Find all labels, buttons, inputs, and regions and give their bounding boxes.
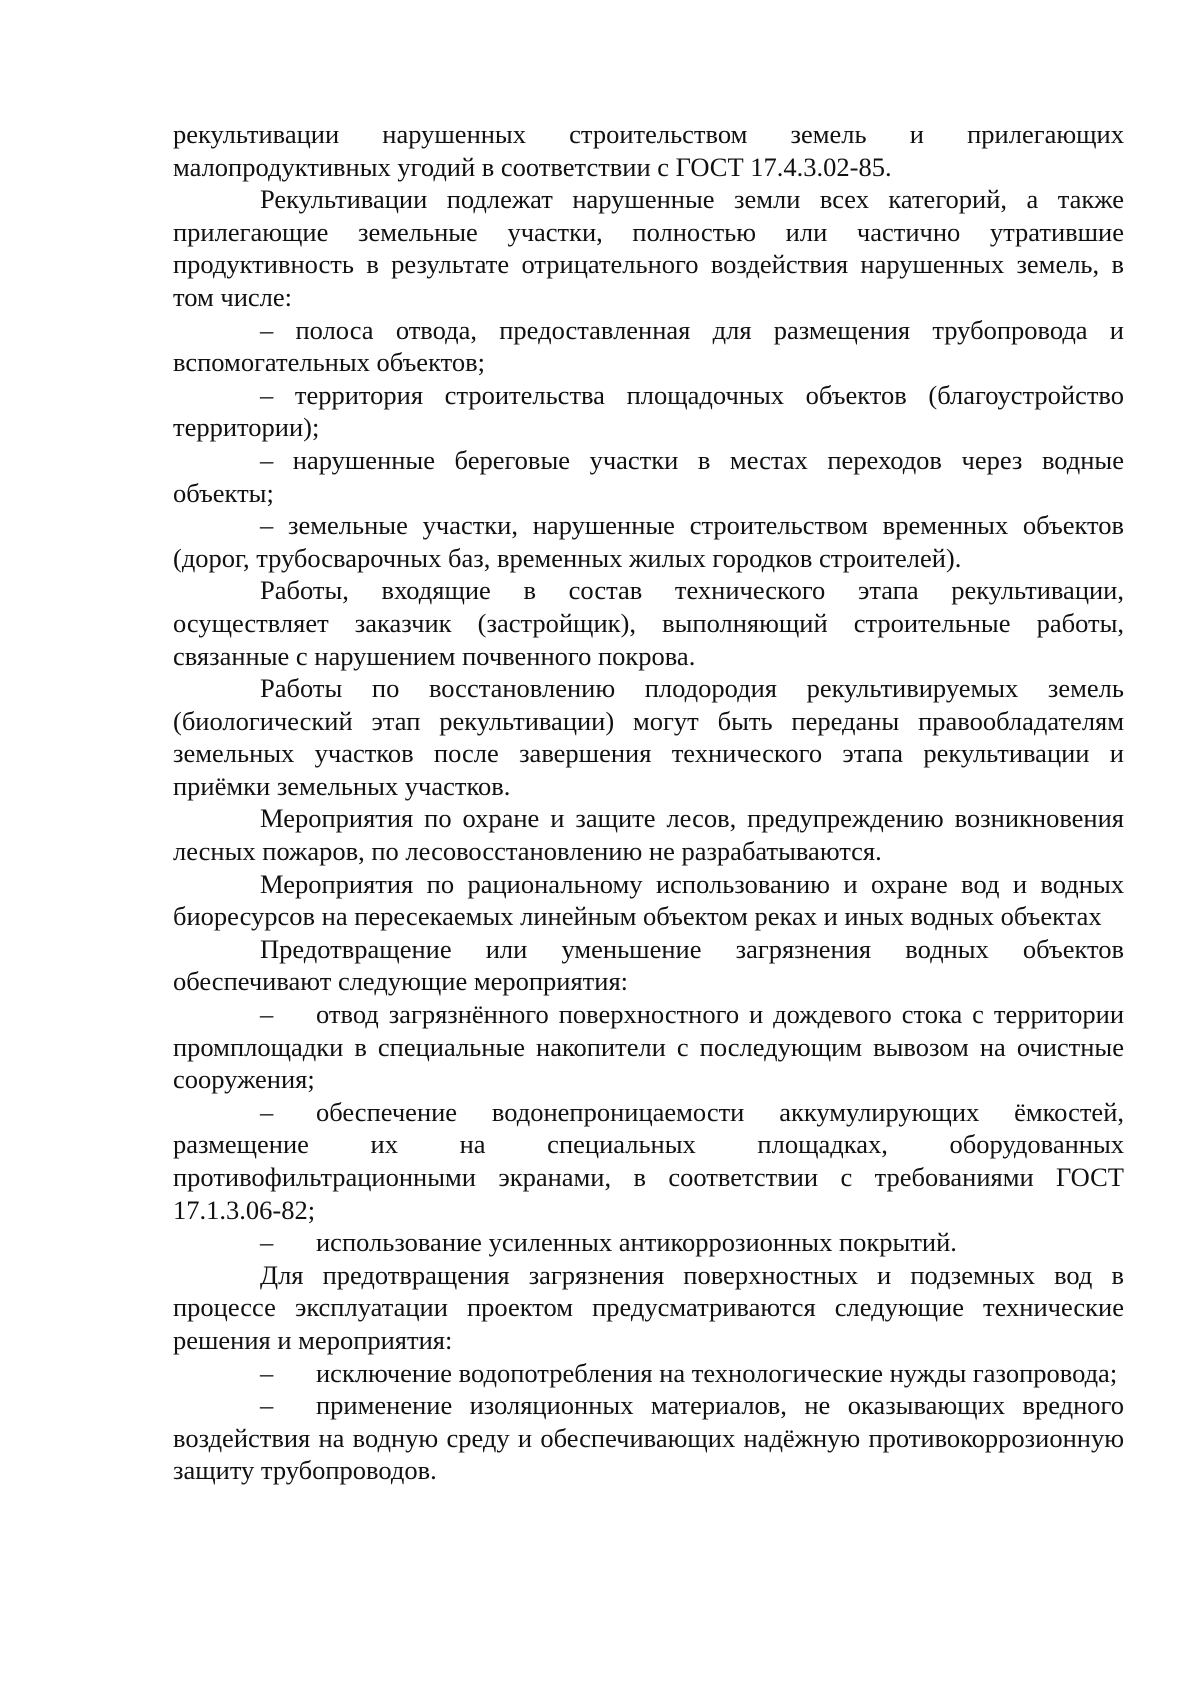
list-item-text: использование усиленных антикоррозионных покрытий.	[316, 1227, 957, 1258]
list-item-right-of-way: – полоса отвода, предоставленная для размещения трубопровода и вспомогательных объектов;	[173, 314, 1124, 378]
list-dash: –	[260, 1096, 274, 1127]
list-item-text: обеспечение водонепроницаемости аккумулирующих ёмкостей, размещение их на специальных площадках, оборудованных противофильтрационными экранами, в соответствии с требованиями ГОСТ 17.1.3.06-82;	[173, 1096, 1124, 1225]
paragraph-reclamation-subject: Рекультивации подлежат нарушенные земли всех категорий, а также прилегающие земельные участки, полностью или частично утратившие продуктивность в результате отрицательного воздействия нарушенных земель, в том числе:	[173, 184, 1124, 312]
list-item-text: исключение водопотребления на технологические нужды газопровода;	[316, 1357, 1118, 1388]
list-dash: –	[260, 1390, 274, 1421]
list-item-site-territory: – территория строительства площадочных объектов (благоустройство территории);	[173, 379, 1124, 443]
paragraph-water-measures-heading: Мероприятия по рациональному использованию и охране вод и водных биоресурсов на пересекаемых линейным объектом реках и иных водных объектах	[173, 868, 1124, 932]
paragraph-pollution-prevention: Предотвращение или уменьшение загрязнения водных объектов обеспечивают следующие мероприятия:	[173, 933, 1124, 997]
list-item-text: отвод загрязнённого поверхностного и дождевого стока с территории промплощадки в специальные накопители с последующим вывозом на очистные сооружения;	[173, 999, 1124, 1095]
paragraph-technical-stage: Работы, входящие в состав технического этапа рекультивации, осуществляет заказчик (застройщик), выполняющий строительные работы, связанные с нарушением почвенного покрова.	[173, 575, 1124, 671]
list-item-shore-areas: – нарушенные береговые участки в местах переходов через водные объекты;	[173, 444, 1124, 508]
list-item-anticorrosion-coatings	[173, 1226, 1124, 1259]
list-item-runoff-diversion	[173, 998, 1124, 1096]
list-dash: –	[260, 1357, 274, 1388]
list-dash: –	[260, 1227, 274, 1258]
paragraph-operation-measures: Для предотвращения загрязнения поверхностных и подземных вод в процессе эксплуатации проектом предусматриваются следующие технические решения и мероприятия:	[173, 1259, 1124, 1355]
document-page	[173, 118, 1124, 1487]
paragraph-forest-measures: Мероприятия по охране и защите лесов, предупреждению возникновения лесных пожаров, по лесовосстановлению не разрабатываются.	[173, 803, 1124, 867]
list-item-waterproof-tanks	[173, 1096, 1124, 1226]
list-item-no-water-consumption	[173, 1357, 1124, 1390]
paragraph-reclamation-gost: рекультивации нарушенных строительством земель и прилегающих малопродуктивных угодий в соответствии с ГОСТ 17.4.3.02-85.	[173, 119, 1124, 182]
list-item-temporary-objects: – земельные участки, нарушенные строительством временных объектов (дорог, трубосварочных баз, временных жилых городков строителей).	[173, 510, 1124, 573]
list-dash: –	[260, 999, 274, 1030]
list-item-text: применение изоляционных материалов, не оказывающих вредного воздействия на водную среду и обеспечивающих надёжную противокоррозионную защиту трубопроводов.	[173, 1390, 1124, 1486]
paragraph-biological-stage: Работы по восстановлению плодородия рекультивируемых земель (биологический этап рекультивации) могут быть переданы правообладателям земельных участков после завершения технического этапа рекультивации и приёмки земельных участков.	[173, 673, 1124, 801]
list-item-insulation-materials	[173, 1389, 1124, 1487]
